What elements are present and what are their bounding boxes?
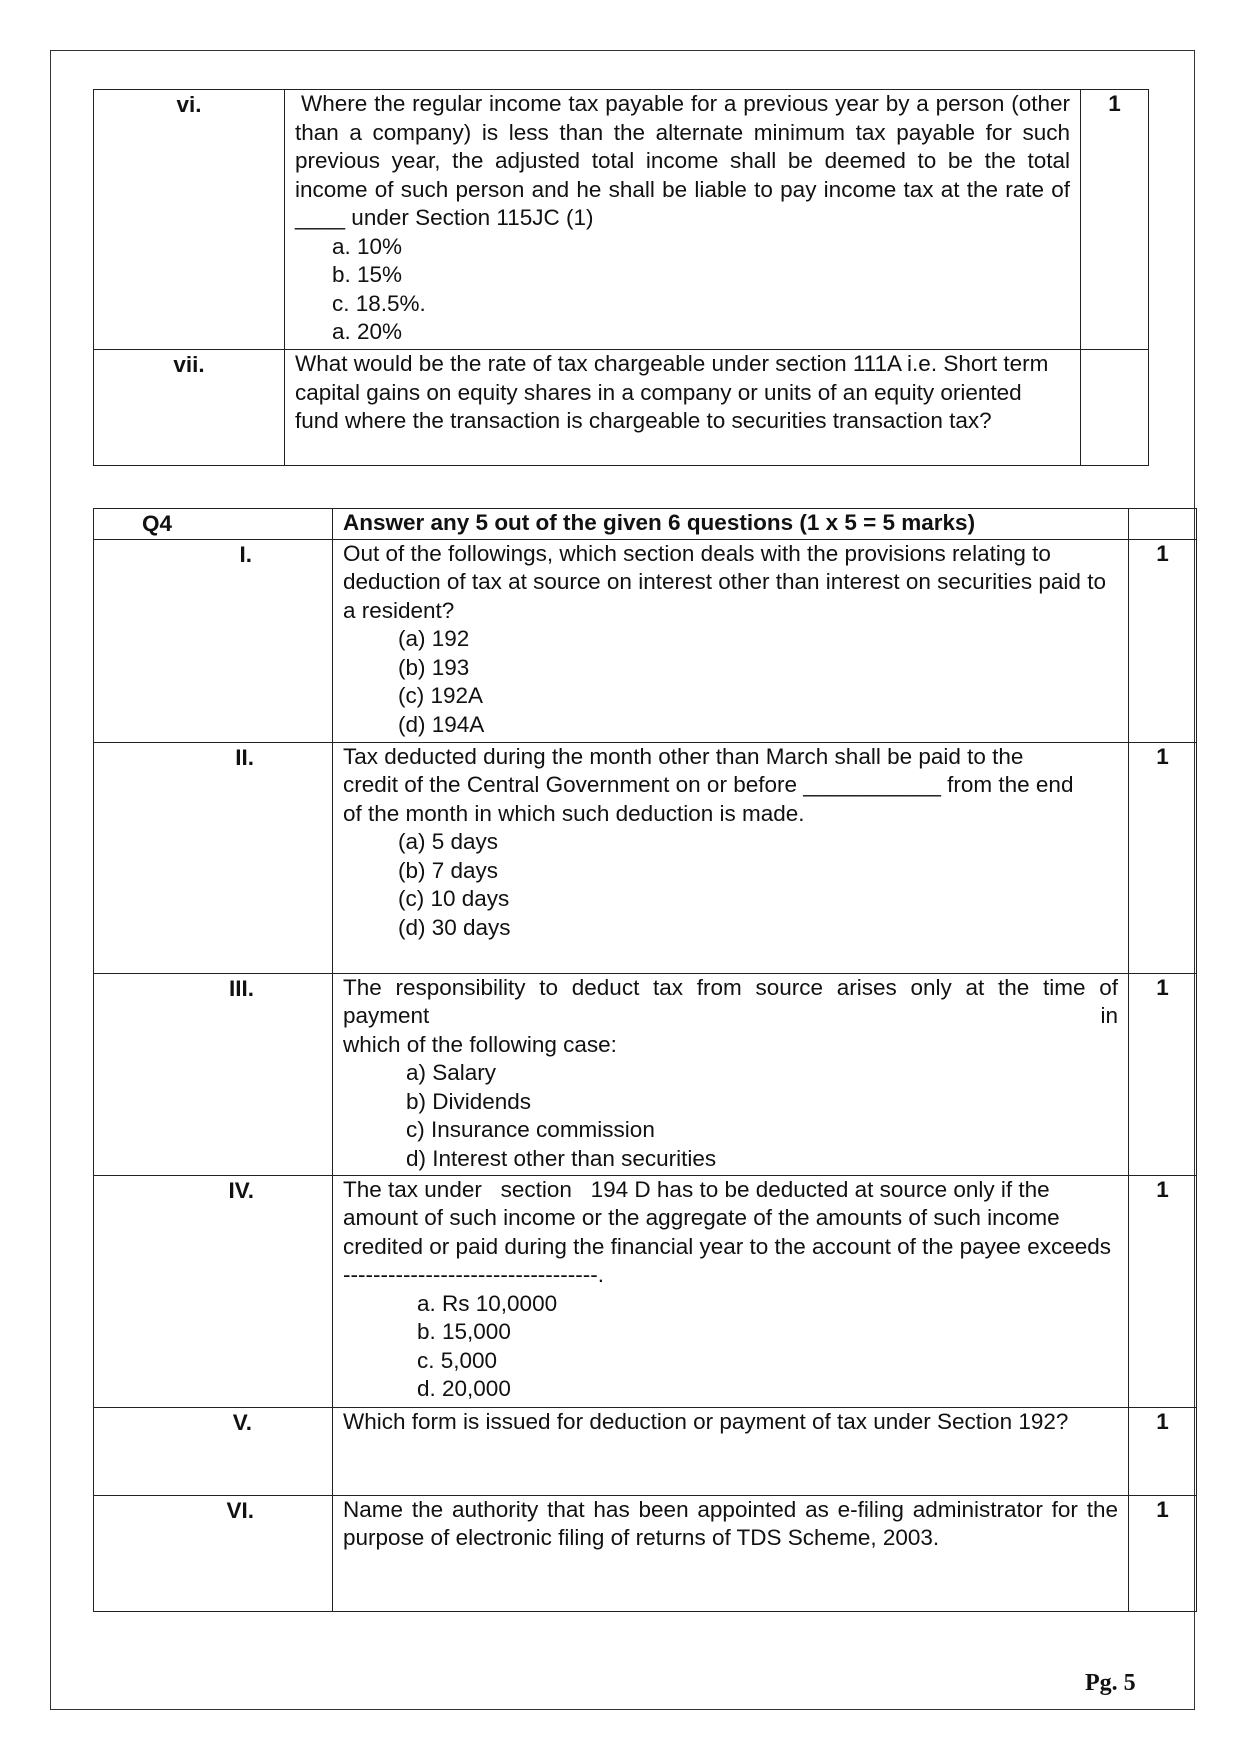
option: a. 20% bbox=[332, 319, 403, 344]
question-number: V. bbox=[94, 1407, 333, 1495]
question-number: VI. bbox=[94, 1495, 333, 1611]
question-cell bbox=[333, 1495, 1129, 1611]
options-list bbox=[343, 625, 1118, 739]
question-text: Name the authority that has been appointed as e-filing administrator for the purpose of electronic filing of returns of TDS Scheme, 2003. bbox=[343, 1496, 1118, 1550]
section-number: Q4 bbox=[94, 509, 333, 540]
table-row bbox=[94, 1175, 1197, 1407]
option: (b) 7 days bbox=[398, 857, 499, 883]
option: b. 15,000 bbox=[417, 1319, 511, 1344]
question-cell bbox=[333, 973, 1129, 1175]
marks-cell: 1 bbox=[1129, 742, 1197, 973]
marks-cell: 1 bbox=[1129, 973, 1197, 1175]
question-cell bbox=[285, 350, 1081, 466]
option: d. 20,000 bbox=[417, 1376, 511, 1401]
question-table-1 bbox=[93, 89, 1149, 466]
option: a) Salary bbox=[406, 1060, 497, 1085]
option: a. 10% bbox=[332, 233, 403, 259]
question-table-2 bbox=[93, 508, 1197, 1612]
question-text: The responsibility to deduct tax from source arises only at the time of payment in bbox=[343, 974, 1118, 1028]
options-list bbox=[295, 233, 1070, 347]
option: c. 5,000 bbox=[417, 1347, 498, 1373]
option: (a) 5 days bbox=[398, 829, 499, 854]
options-list bbox=[343, 828, 1118, 942]
question-text: Tax deducted during the month other than March shall be paid to the credit of the Central Government on or before ___________ from the end of the month in which such deduction is made. bbox=[343, 743, 1074, 826]
section-title: Answer any 5 out of the given 6 questions (1 x 5 = 5 marks) bbox=[333, 509, 1129, 540]
question-text-line-2: which of the following case: bbox=[343, 1031, 617, 1057]
question-number: I. bbox=[94, 539, 333, 742]
option: c) Insurance commission bbox=[406, 1117, 655, 1142]
option: (c) 10 days bbox=[398, 886, 510, 911]
option: c. 18.5%. bbox=[332, 290, 426, 316]
table-row bbox=[94, 350, 1149, 466]
option: (b) 193 bbox=[398, 654, 470, 680]
table-row bbox=[94, 973, 1197, 1175]
question-text: What would be the rate of tax chargeable under section 111A i.e. Short term capital gains on equity shares in a company or units of an equity oriented fund where the transaction is chargeable to securities transaction tax? bbox=[295, 351, 1049, 433]
question-number: II. bbox=[94, 742, 333, 973]
option: (d) 30 days bbox=[398, 914, 511, 940]
table-row bbox=[94, 90, 1149, 350]
table-row bbox=[94, 1407, 1197, 1495]
option: b. 15% bbox=[332, 262, 403, 287]
question-number: IV. bbox=[94, 1175, 333, 1407]
question-text: The tax under section 194 D has to be deducted at source only if the amount of such income or the aggregate of the amounts of such income credited or paid during the financial year to the account of the payee exceeds ----------------------------------. bbox=[343, 1176, 1118, 1287]
option: (c) 192A bbox=[398, 683, 484, 708]
section-header-row bbox=[94, 509, 1197, 540]
options-list bbox=[343, 1290, 1118, 1404]
question-text-line-1 bbox=[343, 974, 1118, 1031]
option: d) Interest other than securities bbox=[406, 1145, 717, 1171]
marks-cell bbox=[1129, 509, 1197, 540]
page-number: Pg. 5 bbox=[1085, 1670, 1136, 1696]
question-cell bbox=[333, 1407, 1129, 1495]
marks-cell: 1 bbox=[1129, 539, 1197, 742]
table-row bbox=[94, 539, 1197, 742]
question-cell bbox=[333, 539, 1129, 742]
option: b) Dividends bbox=[406, 1088, 532, 1114]
table-row bbox=[94, 742, 1197, 973]
marks-cell bbox=[1081, 350, 1149, 466]
option: (d) 194A bbox=[398, 711, 485, 737]
marks-cell: 1 bbox=[1129, 1175, 1197, 1407]
question-number: vii. bbox=[94, 350, 285, 466]
question-text: Out of the followings, which section deals with the provisions relating to deduction of tax at source on interest other than interest on securities paid to a resident? bbox=[343, 540, 1106, 623]
question-cell bbox=[333, 742, 1129, 973]
question-text: Which form is issued for deduction or payment of tax under Section 192? bbox=[343, 1408, 1069, 1434]
option: a. Rs 10,0000 bbox=[417, 1290, 558, 1316]
question-number: vi. bbox=[94, 90, 285, 350]
option: (a) 192 bbox=[398, 626, 470, 651]
question-cell bbox=[333, 1175, 1129, 1407]
table-row bbox=[94, 1495, 1197, 1611]
question-cell bbox=[285, 90, 1081, 350]
marks-cell: 1 bbox=[1129, 1407, 1197, 1495]
question-text: Where the regular income tax payable for a previous year by a person (other than a company) is less than the alternate minimum tax payable for such previous year, the adjusted total income shall be deemed to be the total income of such person and he shall be liable to pay income tax at the rate of ____ under Section 115JC (1) bbox=[295, 91, 1070, 230]
options-list bbox=[343, 1059, 1118, 1173]
marks-cell: 1 bbox=[1081, 90, 1149, 350]
marks-cell: 1 bbox=[1129, 1495, 1197, 1611]
question-number: III. bbox=[94, 973, 333, 1175]
